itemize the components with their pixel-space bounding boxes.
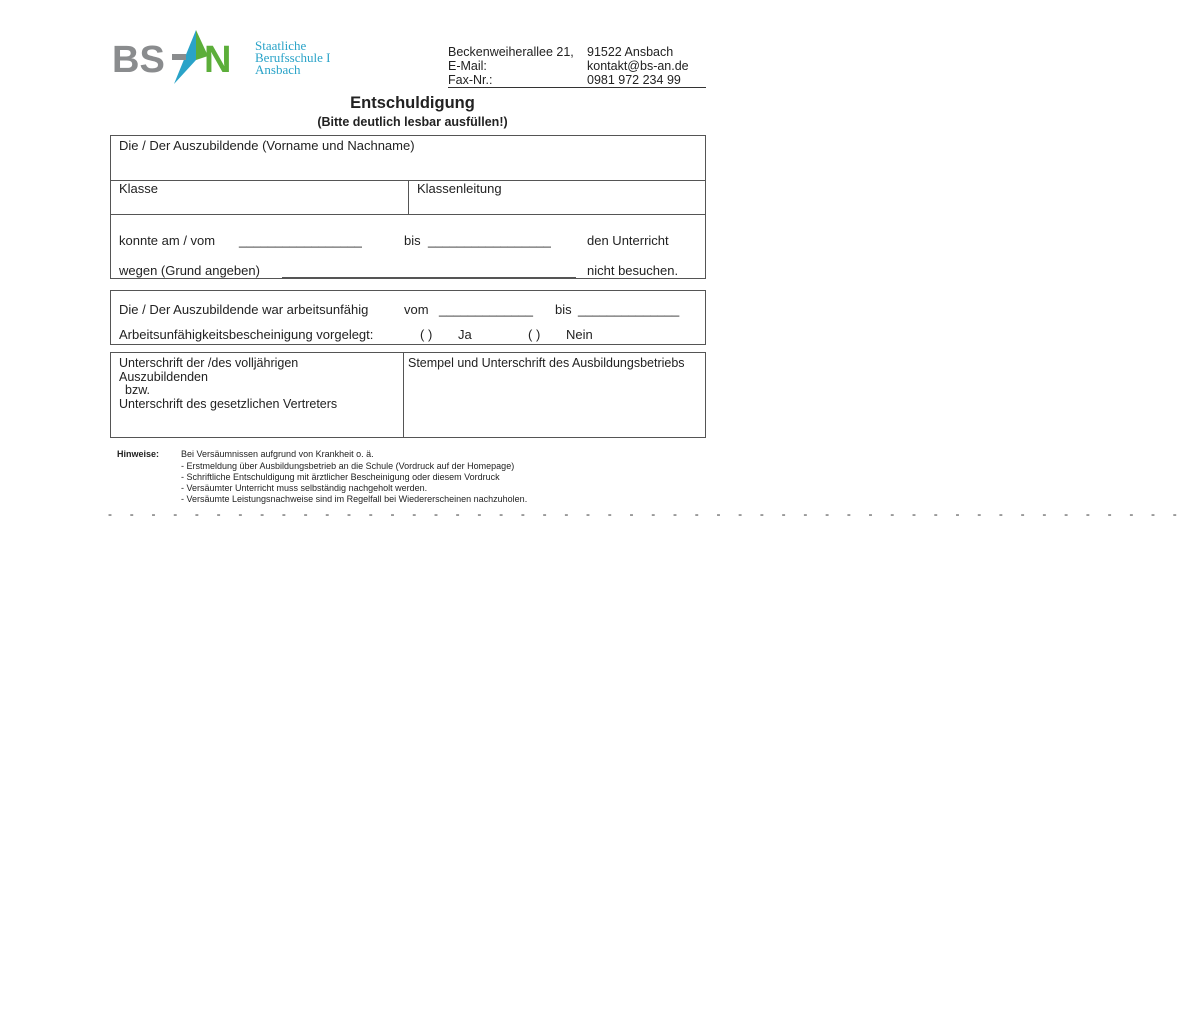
row-divider — [110, 214, 706, 215]
signature-label-line1: Unterschrift der /des volljährigen — [119, 356, 299, 370]
logo-line2: Berufsschule I — [255, 50, 331, 65]
lesson-label: den Unterricht — [587, 233, 669, 248]
logo-line1: Staatliche — [255, 38, 307, 53]
logo-mark-icon — [112, 26, 257, 88]
logo-an-text: N — [204, 39, 232, 81]
logo-line3: Ansbach — [255, 62, 301, 77]
class-field[interactable] — [111, 196, 407, 213]
certificate-yes-checkbox[interactable]: ( ) — [420, 327, 433, 342]
class-label: Klasse — [119, 181, 159, 196]
notes-label: Hinweise: — [117, 449, 160, 459]
company-stamp-label: Stempel und Unterschrift des Ausbildungsbetriebs — [408, 356, 685, 370]
notes-item: - Versäumte Leistungsnachweise sind im Regelfall bei Wiedererscheinen nachzuholen. — [181, 494, 528, 504]
header-street: Beckenweiherallee 21, — [448, 45, 574, 59]
absence-to-label: bis — [404, 233, 421, 248]
incapacity-label: Die / Der Auszubildende war arbeitsunfähig — [119, 302, 369, 317]
notes-intro: Bei Versäumnissen aufgrund von Krankheit o. ä. — [181, 449, 374, 459]
notes-item: - Versäumter Unterricht muss selbständig nachgeholt werden. — [181, 483, 428, 493]
incapacity-to-field[interactable]: ______________ — [578, 302, 680, 317]
notes-item: - Schriftliche Entschuldigung mit ärztlicher Bescheinigung oder diesem Vordruck — [181, 472, 500, 482]
certificate-yes-label: Ja — [458, 327, 472, 342]
incapacity-from-field[interactable]: _____________ — [439, 302, 533, 317]
absence-to-field[interactable]: _________________ — [428, 233, 551, 248]
signature-label-line2: Auszubildenden — [119, 370, 208, 384]
cut-line: - - - - - - - - - - - - - - - - - - - - - - - - - - - - - - - - - - - - - - - - - - - - - - - - - - — [108, 507, 1184, 521]
header-email-label: E-Mail: — [448, 59, 487, 73]
certificate-no-checkbox[interactable]: ( ) — [528, 327, 541, 342]
not-attend-label: nicht besuchen. — [587, 263, 679, 278]
header-fax-label: Fax-Nr.: — [448, 73, 493, 87]
header-email[interactable]: kontakt@bs-an.de — [587, 59, 689, 73]
incapacity-to-label: bis — [555, 302, 572, 317]
absence-from-field[interactable]: _________________ — [239, 233, 362, 248]
signature-field[interactable] — [111, 412, 402, 437]
student-name-field[interactable] — [111, 154, 705, 179]
company-stamp-field[interactable] — [404, 372, 705, 437]
header-city: 91522 Ansbach — [587, 45, 674, 59]
form-subtitle: (Bitte deutlich lesbar ausfüllen!) — [317, 115, 508, 129]
header-fax: 0981 972 234 99 — [587, 73, 681, 87]
student-name-label: Die / Der Auszubildende (Vorname und Nachname) — [119, 138, 415, 153]
certificate-label: Arbeitsunfähigkeitsbescheinigung vorgelegt: — [119, 327, 374, 342]
logo-bs-text: BS — [112, 39, 165, 81]
signature-label-line3: bzw. — [125, 383, 151, 397]
header-rule — [448, 87, 706, 88]
form-title: Entschuldigung — [350, 94, 475, 112]
reason-label: wegen (Grund angeben) — [119, 263, 260, 278]
reason-field[interactable] — [282, 261, 576, 278]
school-logo — [112, 26, 342, 88]
absence-from-label: konnte am / vom — [119, 233, 216, 248]
class-teacher-field[interactable] — [409, 196, 705, 213]
incapacity-from-label: vom — [404, 302, 429, 317]
certificate-no-label: Nein — [566, 327, 593, 342]
class-teacher-label: Klassenleitung — [417, 181, 502, 196]
notes-item: - Erstmeldung über Ausbildungsbetrieb an die Schule (Vordruck auf der Homepage) — [181, 461, 515, 471]
signature-label-line4: Unterschrift des gesetzlichen Vertreters — [119, 397, 338, 411]
